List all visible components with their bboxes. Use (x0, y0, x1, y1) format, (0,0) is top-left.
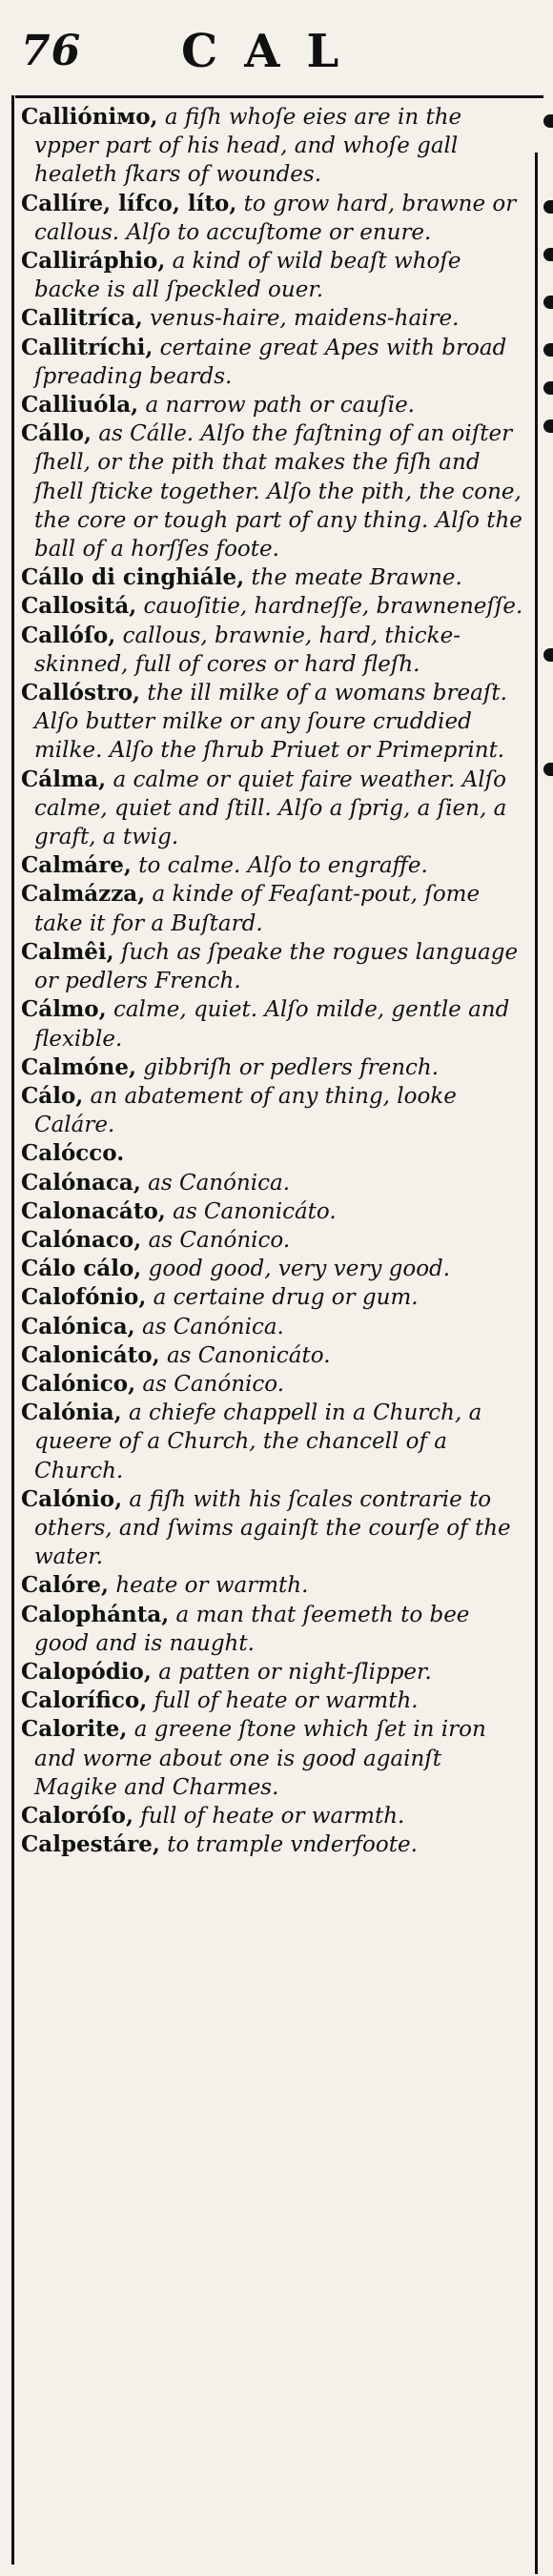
entry-definition: the meate Brawne. (244, 565, 462, 591)
entry-definition: to grow hard, brawne or callous. Alſo to accuſtome or enure. (34, 191, 517, 245)
entry-definition: certaine great Apes with broad ſpreading beards. (34, 335, 507, 389)
fragment-mark (543, 114, 553, 128)
entry-definition: a certaine drug or gum. (146, 1285, 419, 1311)
entry-definition: ſuch as ſpeake the rogues language or pedlers French. (34, 939, 519, 994)
fragment-mark (543, 200, 553, 214)
dictionary-entry (21, 304, 528, 333)
entry-headword: Calonacáto, (21, 1197, 166, 1224)
dictionary-entry (21, 1197, 528, 1226)
dictionary-entry (21, 1313, 528, 1341)
entry-headword: Cálo, (21, 1082, 84, 1109)
entry-headword: Calorífico, (21, 1687, 148, 1714)
dictionary-entry (21, 938, 528, 995)
entry-definition: cauoſitie, hardneſſe, brawneneſſe. (136, 594, 523, 620)
dictionary-entry (21, 880, 528, 937)
entry-definition: to calme. Alſo to engraffe. (131, 853, 428, 879)
running-head: CAL (181, 25, 366, 78)
entry-headword: Callitríca, (21, 305, 143, 332)
entry-definition: to trample vnderfoote. (159, 1832, 418, 1858)
dictionary-entry (21, 419, 528, 563)
entry-headword: Callóstro, (21, 680, 141, 706)
entry-definition: a kinde of Feaſant-pout, ſome take it for a Buſtard. (34, 882, 481, 936)
entry-headword: Calonicáto, (21, 1341, 160, 1368)
entry-headword: Calliráphio, (21, 248, 166, 275)
page-header (0, 0, 553, 86)
dictionary-entry (21, 103, 528, 190)
entry-definition: full of heate or warmth. (147, 1688, 419, 1714)
fragment-mark (543, 648, 553, 662)
dictionary-entry (21, 622, 528, 679)
dictionary-entry (21, 190, 528, 247)
entry-headword: Calónaca, (21, 1169, 141, 1196)
entry-definition: a kind of wild beaſt whoſe backe is all ſpeckled ouer. (34, 249, 461, 303)
entry-headword: Caloróſo, (21, 1802, 133, 1829)
entry-headword: Calmóne, (21, 1053, 136, 1080)
entry-definition: a fiſh whoſe eies are in the vpper part of his head, and whoſe gall healeth ſkars of woundes. (34, 105, 462, 188)
entry-headword: Calónico, (21, 1370, 136, 1397)
dictionary-entry (21, 766, 528, 852)
dictionary-entry (21, 1687, 528, 1715)
dictionary-entry (21, 1601, 528, 1658)
dictionary-entry (21, 679, 528, 766)
entry-definition: as Canonicáto. (165, 1198, 337, 1224)
dictionary-entry (21, 1485, 528, 1572)
dictionary-entry (21, 1053, 528, 1082)
entry-definition: a chiefe chappell in a Church, a queere of a Church, the chancell of a Church. (34, 1400, 482, 1483)
fragment-mark (543, 296, 553, 309)
dictionary-entry (21, 1226, 528, 1255)
entry-definition: full of heate or warmth. (133, 1803, 405, 1829)
entry-definition: a narrow path or cauſie. (138, 393, 415, 419)
entry-headword: Cálmo, (21, 996, 107, 1023)
dictionary-entry (21, 1399, 528, 1485)
entry-headword: Calliuóla, (21, 392, 139, 419)
dictionary-entry (21, 1082, 528, 1139)
dictionary-entry (21, 1139, 528, 1168)
entry-headword: Calpestáre, (21, 1831, 160, 1858)
dictionary-entry (21, 1715, 528, 1802)
right-column-rule (535, 153, 538, 2574)
entry-definition: calme, quiet. Alſo milde, gentle and flexible. (34, 997, 510, 1052)
dictionary-entry (21, 1169, 528, 1197)
fragment-mark (543, 343, 553, 357)
fragment-mark (543, 248, 553, 261)
entry-headword: Calónica, (21, 1313, 135, 1339)
dictionary-entries (21, 103, 528, 1859)
page-number: 76 (21, 27, 82, 75)
dictionary-entry (21, 1830, 528, 1859)
entry-headword: Callíre, lífco, líto, (21, 190, 237, 216)
entry-headword: Calorite, (21, 1716, 128, 1743)
dictionary-entry (21, 592, 528, 621)
entry-headword: Cálo cálo, (21, 1256, 142, 1282)
dictionary-entry (21, 851, 528, 880)
entry-headword: Callositá, (21, 593, 137, 620)
entry-definition: a greene ſtone which ſet in iron and worne about one is good againſt Magike and Charmes. (34, 1717, 486, 1800)
entry-definition: venus-haire, maidens-haire. (142, 306, 460, 332)
entry-headword: Calónia, (21, 1400, 122, 1426)
entry-definition: as Canónica. (134, 1314, 284, 1339)
entry-headword: Callitríchi, (21, 334, 154, 360)
entry-headword: Calóre, (21, 1572, 110, 1599)
entry-headword: Calopódio, (21, 1658, 152, 1685)
left-column-rule (11, 95, 14, 2565)
entry-headword: Calmêi, (21, 938, 114, 965)
entry-headword: Calónaco, (21, 1226, 142, 1253)
entry-definition: gibbriſh or pedlers french. (136, 1054, 440, 1080)
fragment-mark (543, 763, 553, 776)
dictionary-entry (21, 247, 528, 304)
entry-headword: Calócco. (21, 1140, 125, 1167)
entry-headword: Calónio, (21, 1485, 123, 1512)
fragment-mark (543, 381, 553, 395)
entry-headword: Calophánta, (21, 1601, 170, 1627)
entry-definition: a fiſh with his ſcales contrarie to others, and ſwims againſt the courſe of the water. (34, 1486, 511, 1570)
dictionary-entry (21, 1802, 528, 1830)
entry-headword: Callóſo, (21, 622, 116, 648)
entry-definition: as Cálle. Alſo the faſtning of an oiſter ſhell, or the pith that makes the fiſh and ſhell ſticke together. Alſo the pith, the cone, the core or tough part of any thing. Alſo the ball of a horſſes foote. (34, 421, 522, 562)
entry-headword: Cállo di cinghiále, (21, 564, 245, 591)
entry-definition: the ill milke of a womans breaſt. Alſo butter milke or any ſoure cruddied milke. Alſo the ſhrub Priuet or Primeprint. (34, 681, 507, 764)
dictionary-entry (21, 1283, 528, 1312)
dictionary-entry (21, 1370, 528, 1399)
entry-definition: heate or warmth. (109, 1573, 309, 1599)
dictionary-entry (21, 1658, 528, 1687)
dictionary-entry (21, 334, 528, 391)
dictionary-entry (21, 1255, 528, 1283)
entry-definition: an abatement of any thing, looke Caláre. (34, 1083, 457, 1138)
entry-headword: Calmáre, (21, 852, 132, 879)
entry-definition: a calme or quiet faire weather. Alſo calme, quiet and ſtill. Alſo a ſprig, a ſien, a graft, a twig. (34, 767, 507, 850)
top-rule (15, 95, 543, 98)
entry-definition: a patten or night-ſlipper. (151, 1659, 432, 1685)
entry-headword: Calofónio, (21, 1284, 147, 1311)
entry-definition: as Canonicáto. (159, 1342, 331, 1368)
entry-headword: Cállo, (21, 420, 92, 447)
dictionary-entry (21, 995, 528, 1053)
dictionary-entry (21, 563, 528, 592)
entry-definition: callous, brawnie, hard, thicke-skinned, full of cores or hard fleſh. (34, 623, 461, 677)
dictionary-entry (21, 391, 528, 419)
entry-definition: good good, very very good. (141, 1257, 451, 1282)
entry-definition: as Canónico. (135, 1371, 285, 1397)
fragment-mark (543, 419, 553, 433)
dictionary-entry (21, 1341, 528, 1370)
entry-headword: Callióniмо, (21, 104, 158, 130)
adjacent-column-fragments (543, 114, 553, 1068)
entry-headword: Calmázza, (21, 881, 146, 908)
entry-definition: as Canónico. (141, 1227, 291, 1253)
entry-definition: as Canónica. (140, 1170, 291, 1196)
entry-headword: Cálma, (21, 766, 107, 792)
entry-definition: a man that ſeemeth to bee good and is naught. (34, 1602, 470, 1656)
dictionary-entry (21, 1571, 528, 1600)
